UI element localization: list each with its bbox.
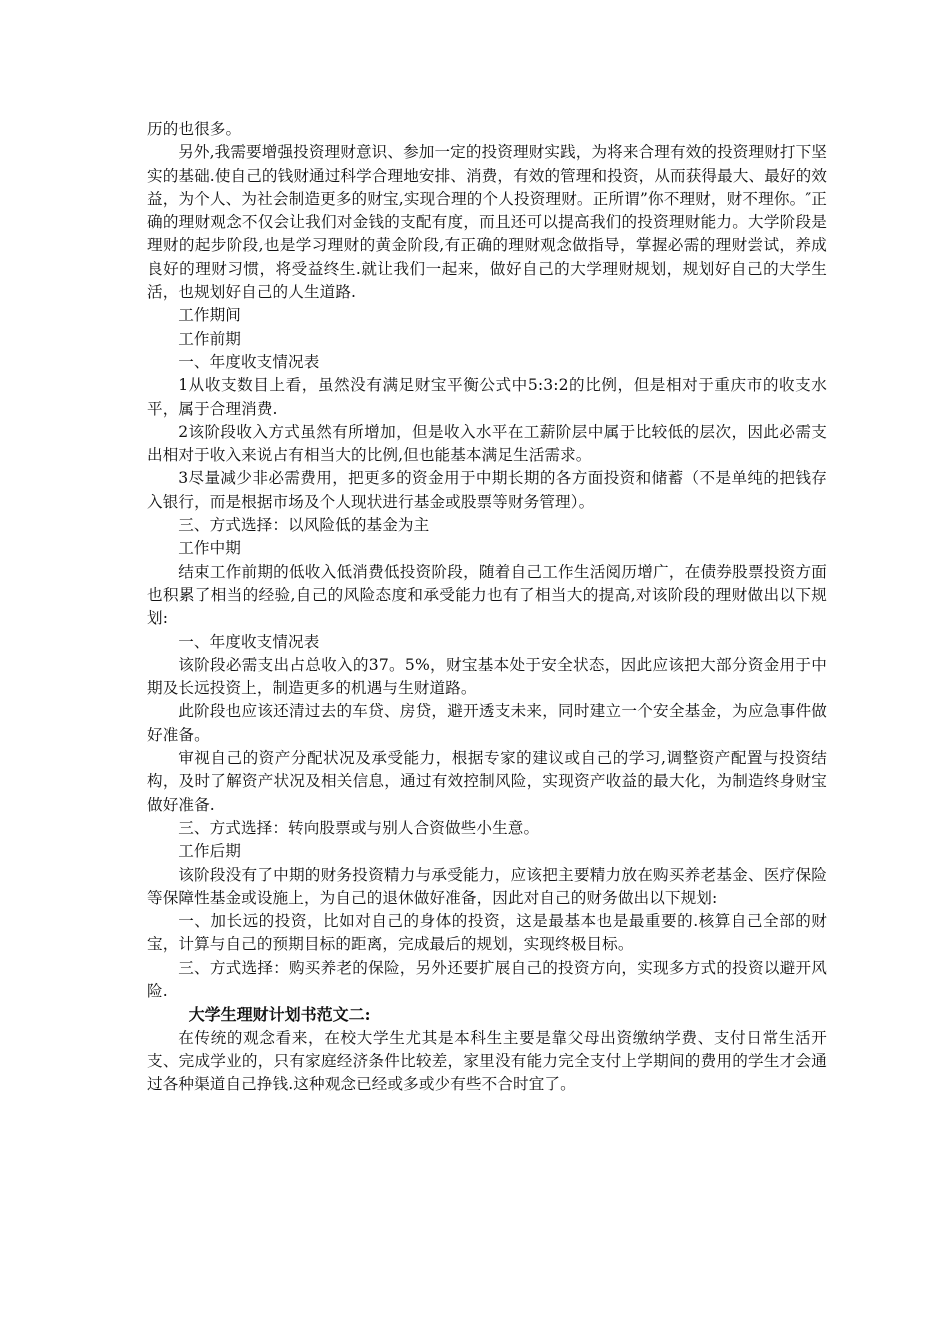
paragraph-expense-ratio: 该阶段必需支出占总收入的37。5%，财宝基本处于安全状态，因此应该把大部分资金用于中期及长远投资上，制造更多的机遇与生财道路。 (147, 655, 827, 698)
item-annual-table-1: 一、年度收支情况表 (178, 352, 320, 371)
document-page (147, 118, 827, 1096)
paragraph-point-1: 1从收支数目上看，虽然没有满足财宝平衡公式中5:3:2的比例，但是相对于重庆市的收支水平，属于合理消费. (147, 376, 827, 418)
paragraph-long-term-investment: 一、加长远的投资，比如对自己的身体的投资，这是最基本也是最重要的.核算自己全部的财宝，计算与自己的预期目标的距离，完成最后的规划，实现终极目标。 (147, 912, 827, 954)
item-method-choice-2: 三、方式选择：转向股票或与别人合资做些小生意。 (178, 818, 540, 837)
item-method-choice-3: 三、方式选择：购买养老的保险，另外还要扩展自己的投资方向，实现多方式的投资以避开风险. (147, 958, 827, 1000)
paragraph-2: 另外,我需要增强投资理财意识、参加一定的投资理财实践，为将来合理有效的投资理财打下坚实的基础.使自己的钱财通过科学合理地安排、消费，有效的管理和投资，从而获得最大、最好的效益，为个人、为社会制造更多的财宝,实现合理的个人投资理财。正所谓”你不理财，财不理你。″正确的理财观念不仅会让我们对金钱的支配有度，而且还可以提高我们的投资理财能力。大学阶段是理财的起步阶段,也是学习理财的黄金阶段,有正确的理财观念做指导，掌握必需的理财尝试，养成良好的理财习惯，将受益终生.就让我们一起来，做好自己的大学理财规划，规划好自己的大学生活，也规划好自己的人生道路. (147, 143, 827, 302)
paragraph-late-intro: 该阶段没有了中期的财务投资精力与承受能力，应该把主要精力放在购买养老基金、医疗保险等保障性基金或设施上，为自己的退休做好准备，因此对自己的财务做出以下规划: (147, 865, 827, 907)
item-annual-table-2: 一、年度收支情况表 (178, 632, 320, 651)
section-heading: 大学生理财计划书范文二: (188, 1005, 371, 1025)
item-method-choice-1: 三、方式选择：以风险低的基金为主 (178, 516, 430, 535)
paragraph-point-3: 3尽量减少非必需费用，把更多的资金用于中期长期的各方面投资和储蓄（不是单纯的把钱存入银行，而是根据市场及个人现状进行基金或股票等财务管理）。 (147, 469, 827, 511)
subheading-work-period: 工作期间 (178, 306, 241, 325)
paragraph-loans: 此阶段也应该还清过去的车贷、房贷，避开透支未来，同时建立一个安全基金，为应急事件做好准备。 (147, 702, 827, 744)
paragraph-point-2: 2该阶段收入方式虽然有所增加，但是收入水平在工薪阶层中属于比较低的层次，因此必需支出相对于收入来说占有相当大的比例,但也能基本满足生活需求。 (147, 422, 827, 465)
subheading-early-stage: 工作前期 (178, 329, 241, 348)
subheading-middle-stage: 工作中期 (178, 539, 241, 558)
paragraph-middle-intro: 结束工作前期的低收入低消费低投资阶段，随着自己工作生活阅历增广，在债券股票投资方面也积累了相当的经验,自己的风险态度和承受能力也有了相当大的提高,对该阶段的理财做出以下规划: (147, 562, 827, 628)
paragraph-final: 在传统的观念看来，在校大学生尤其是本科生主要是靠父母出资缴纳学费、支付日常生活开支、完成学业的，只有家庭经济条件比较差，家里没有能力完全支付上学期间的费用的学生才会通过各种渠道自己挣钱.这种观念已经或多或少有些不合时宜了。 (147, 1028, 827, 1094)
subheading-late-stage: 工作后期 (178, 842, 241, 861)
paragraph-1: 历的也很多。 (147, 120, 242, 138)
paragraph-review-assets: 审视自己的资产分配状况及承受能力，根据专家的建议或自己的学习,调整资产配置与投资结构，及时了解资产状况及相关信息，通过有效控制风险，实现资产收益的最大化，为制造终身财宝做好准备. (147, 749, 827, 814)
